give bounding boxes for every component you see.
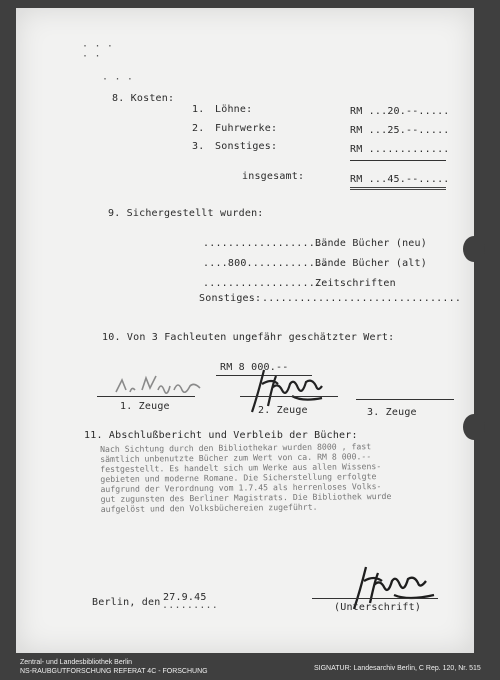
kosten-row-1-value: RM ...20.--..... [350,106,450,117]
zeuge-3-label: 3. Zeuge [367,407,417,418]
footer-left-line-1: Zentral- und Landesbibliothek Berlin [20,659,133,666]
datum-value: 27.9.45 [163,592,207,603]
zeuge-1-line [97,396,195,397]
kosten-sum-line [350,160,446,161]
kosten-row-2-value: RM ...25.--..... [350,125,450,136]
wert-value: RM 8 000.-- [220,362,289,373]
sicher-row-3-label: Zeitschriften [315,278,396,289]
abschluss-heading: 11. Abschlußbericht und Verbleib der Bücher: [84,430,358,441]
kosten-row-1-label: Löhne: [215,104,253,115]
footer-right-signatur: SIGNATUR: Landesarchiv Berlin, C Rep. 120, Nr. 515 [314,665,481,672]
datum-label: Berlin, den [92,597,161,608]
document-page [16,8,474,653]
header-mark-1: · · · [82,41,114,52]
abschluss-line-6: gut zugunsten des Berliner Magistrats. Die Bibliothek wurde [100,490,392,504]
punch-hole-lower [463,414,485,440]
unterschrift-label: (Unterschrift) [334,602,422,613]
abschluss-line-5: aufgrund der Verordnung vom 1.7.45 als herrenloses Volks- [100,481,382,494]
header-mark-3: · · · [102,74,134,85]
zeuge-2-label: 2. Zeuge [258,405,308,416]
sicher-row-1-label: Bände Bücher (neu) [315,238,427,249]
kosten-row-3-value: RM ............. [350,144,450,155]
abschluss-line-2: sämtlich unbenutzte Bücher zum Wert von ca. RM 8 000.-- [100,451,372,464]
punch-hole-upper [463,236,485,262]
sicher-row-1-dots: ................... [203,238,322,249]
zeuge-2-line [240,396,338,397]
sichergestellt-heading: 9. Sichergestellt wurden: [108,208,264,219]
sicher-row-2-dots: ....800............. [203,258,328,269]
abschluss-text [100,440,451,514]
kosten-row-2-label: Fuhrwerke: [215,123,278,134]
sicher-other-dots: ................................ [262,293,462,304]
datum-dots: ......... [162,600,218,611]
abschluss-line-7: aufgelöst und den Volksbüchereien zugeführt. [100,501,318,514]
kosten-total-double-line [350,187,446,190]
kosten-heading: 8. Kosten: [112,93,175,104]
unterschrift-line [312,598,438,599]
wert-heading: 10. Von 3 Fachleuten ungefähr geschätzter Wert: [102,332,395,343]
kosten-row-2-num: 2. [192,123,205,134]
abschluss-line-3: festgestellt. Es handelt sich um Werke aus allen Wissens- [100,461,382,474]
header-mark-2: · · [82,51,101,62]
kosten-row-3-num: 3. [192,141,205,152]
kosten-row-1-num: 1. [192,104,205,115]
kosten-row-3-label: Sonstiges: [215,141,278,152]
zeuge-1-label: 1. Zeuge [120,401,170,412]
abschluss-line-4: gebieten und moderne Romane. Die Sicherstellung erfolgte [100,471,377,484]
sicher-row-3-dots: ................... [203,278,322,289]
sicher-other-label: Sonstiges: [199,293,262,304]
kosten-total-value: RM ...45.--..... [350,174,450,185]
zeuge-3-line [356,399,454,400]
footer-left-line-2: NS-RAUBGUTFORSCHUNG REFERAT 4C - FORSCHUNG [20,668,208,675]
abschluss-line-1: Nach Sichtung durch den Bibliothekar wurden 8000 , fast [100,441,372,454]
kosten-total-label: insgesamt: [242,171,305,182]
sicher-row-2-label: Bände Bücher (alt) [315,258,427,269]
